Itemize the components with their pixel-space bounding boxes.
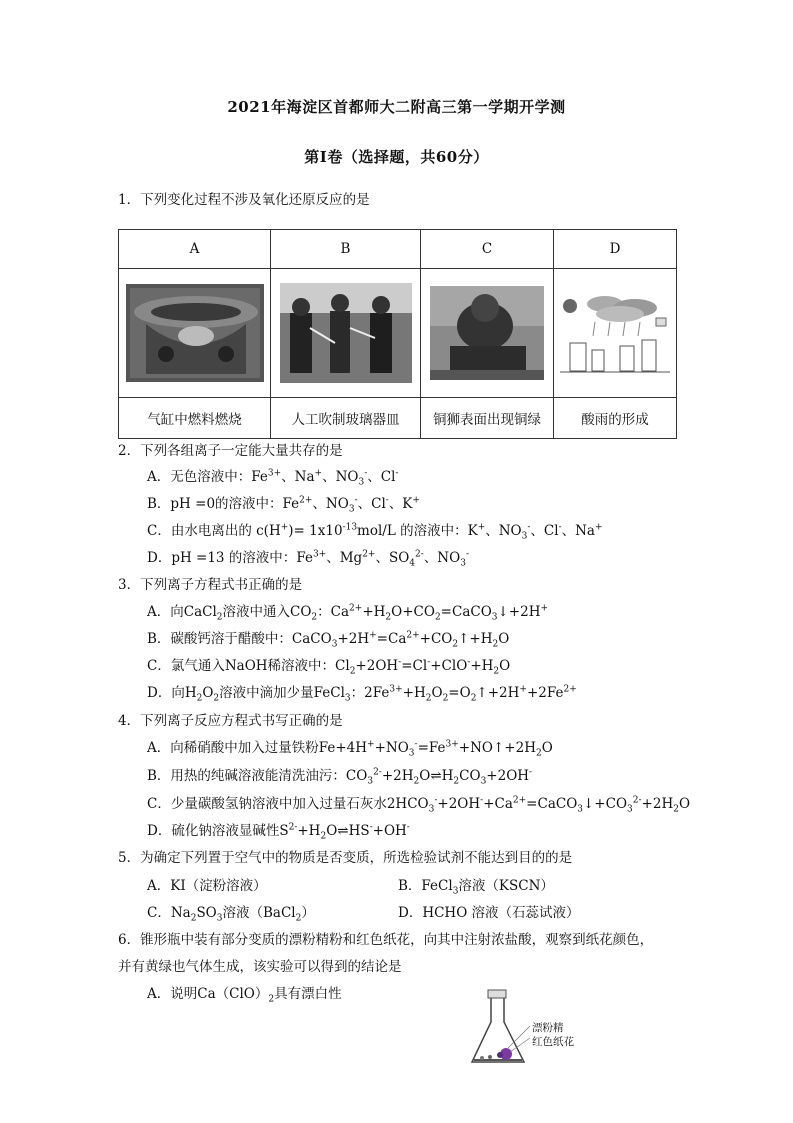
q1-header-d: D xyxy=(554,230,677,269)
q2-option-c: C．由水电离出的 $c(H^+)= 1x10^{-13}mol/L$ 的溶液中：K+、$NO_3^-$、Cl-、Na+ xyxy=(147,522,603,542)
page-title: 2021年海淀区首都师大二附高三第一学期开学测 xyxy=(227,98,566,116)
q3-option-d: D．向$H_2O_2$溶液中滴加少量FeCl$_3$：$2Fe^{3+}+H_2O_2=O_2↑+2H^++2Fe^{2+}$ xyxy=(147,684,577,704)
bronze-lion-photo xyxy=(430,286,544,380)
q2-stem: 2．下列各组离子一定能大量共存的是 xyxy=(118,443,343,459)
q2-option-a: A．无色溶液中：$Fe^{3+}$、Na+、$NO_3^-$、Cl- xyxy=(147,468,399,488)
q4-stem: 4．下列离子反应方程式书写正确的是 xyxy=(118,713,343,729)
q4-option-d: D．硫化钠溶液显碱性$S^{2-}+H_2O\rightleftharpoons HS^-+OH^-$ xyxy=(147,822,410,842)
q1-image-a xyxy=(119,269,271,398)
q6-stem-line2: 并有黄绿也气体生成，该实验可以得到的结论是 xyxy=(118,959,402,975)
q5-stem: 5．为确定下列置于空气中的物质是否变质，所选检验试剂不能达到目的的是 xyxy=(118,850,573,866)
q3-stem: 3．下列离子方程式书正确的是 xyxy=(118,577,303,593)
q2-option-d: D．pH =13 的溶液中：$Fe^{3+}$、$Mg^{2+}$、$SO_4^{2-}$、$NO_3^-$ xyxy=(147,549,469,569)
q4-option-b: B．用热的纯碱溶液能清洗油污：$CO_3^{2-}+2H_2O\rightleftharpoons H_2CO_3+2OH^-$ xyxy=(147,767,533,787)
q1-stem: 1．下列变化过程不涉及氧化还原反应的是 xyxy=(118,192,370,208)
acid-rain-diagram xyxy=(560,288,670,378)
q1-caption-b: 人工吹制玻璃器皿 xyxy=(271,398,421,439)
q1-caption-a: 气缸中燃料燃烧 xyxy=(119,398,271,439)
q5-option-b: B．FeCl$_3$溶液（KSCN） xyxy=(398,878,554,897)
q3-option-a: A．向CaCl$_2$溶液中通入$CO_2$：$Ca^{2+}+H_2O+CO_2=CaCO_3↓+2H^+$ xyxy=(147,603,549,623)
q1-image-d xyxy=(554,269,677,398)
q1-header-c: C xyxy=(421,230,554,269)
q6-option-a: A．说明$Ca(ClO)_2$具有漂白性 xyxy=(147,986,342,1005)
q5-option-d: D．HCHO 溶液（石蕊试液） xyxy=(398,905,580,921)
q1-table xyxy=(118,229,677,439)
q1-caption-c: 铜狮表面出现铜绿 xyxy=(421,398,554,439)
q1-header-b: B xyxy=(271,230,421,269)
q5-option-a: A．KI（淀粉溶液） xyxy=(147,878,267,894)
flask-label-red-paper-flower: 红色纸花 xyxy=(532,1036,574,1048)
q1-header-a: A xyxy=(119,230,271,269)
section-title: 第Ⅰ卷（选择题，共60分） xyxy=(304,148,489,166)
q2-option-b: B．pH =0的溶液中：$Fe^{2+}$、$NO_3^-$、Cl-、K+ xyxy=(147,495,420,515)
q4-option-c: C．少量碳酸氢钠溶液中加入过量石灰水$2HCO_3^-+2OH^-+Ca^{2+}=CaCO_3↓+CO_3^{2-}+2H_2O$ xyxy=(147,795,691,815)
q6-stem-line1: 6．锥形瓶中装有部分变质的漂粉精粉和红色纸花，向其中注射浓盐酸，观察到纸花颜色， xyxy=(118,932,654,948)
q1-caption-d: 酸雨的形成 xyxy=(554,398,677,439)
q3-option-c: C．氯气通入NaOH稀溶液中：$Cl_2+2OH^-=Cl^-+ClO^-+H_2O$ xyxy=(147,657,511,677)
engine-photo xyxy=(126,284,264,382)
q3-option-b: B．碳酸钙溶于醋酸中：$CaCO_3+2H^+=Ca^{2+}+CO_2↑+H_2O$ xyxy=(147,630,510,650)
q1-image-c xyxy=(421,269,554,398)
q5-option-c: C．$Na_2SO_3$溶液（BaCl$_2$） xyxy=(147,905,315,924)
glassblowing-photo xyxy=(280,283,412,383)
q4-option-a: A．向稀硝酸中加入过量铁粉$Fe+4H^++NO_3^-=Fe^{3+}+NO↑+2H_2O$ xyxy=(147,739,553,759)
flask-label-bleach-powder: 漂粉精 xyxy=(532,1022,564,1034)
q1-image-b xyxy=(271,269,421,398)
